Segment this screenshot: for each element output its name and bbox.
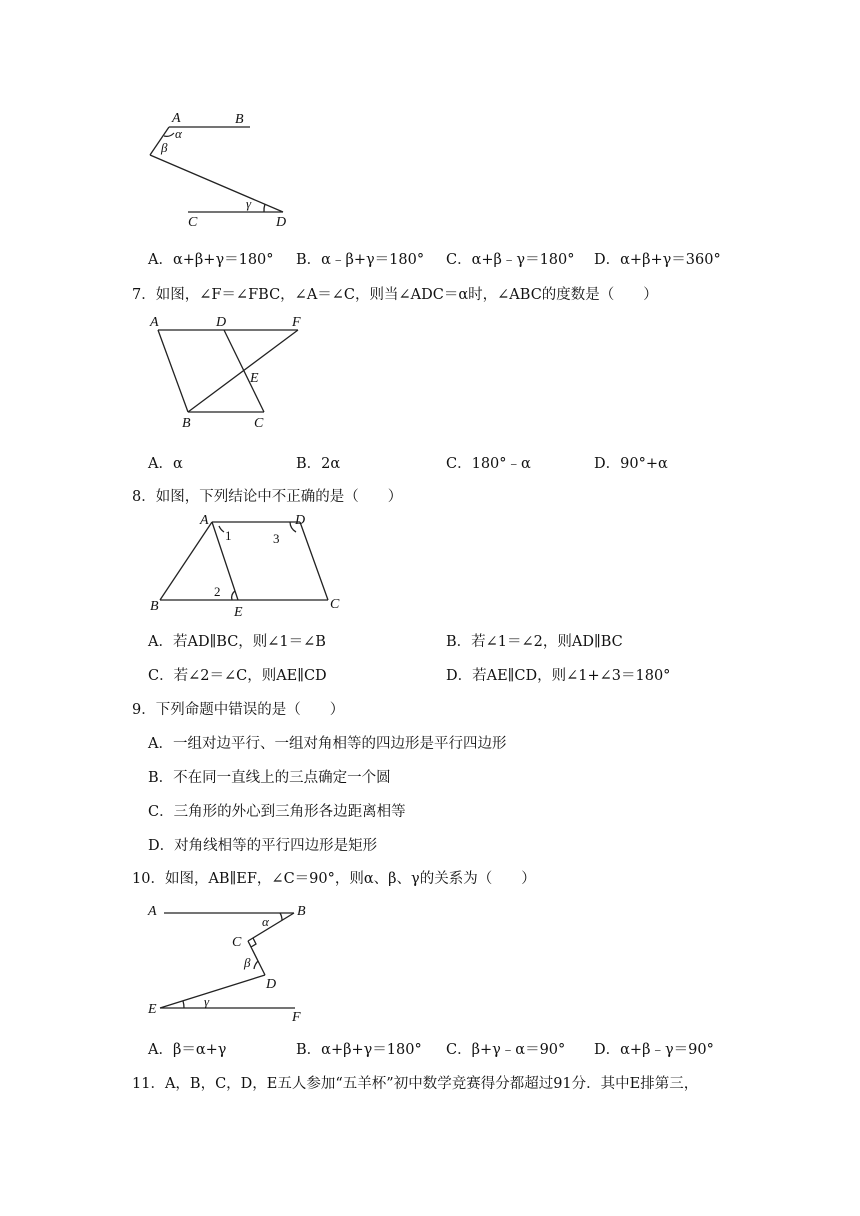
q10-option-c[interactable]: C．β+γ﹣α＝90° — [446, 1042, 566, 1058]
q7-label-e: E — [250, 371, 259, 386]
q8-figure — [140, 508, 350, 623]
q10-label-gamma: γ — [204, 994, 210, 1009]
q6-label-beta: β — [161, 140, 168, 155]
q10-stem: 10．如图，AB∥EF，∠C＝90°，则α、β、γ的关系为（ ） — [132, 871, 536, 887]
q7-stem: 7．如图，∠F＝∠FBC，∠A＝∠C，则当∠ADC＝α时，∠ABC的度数是（ ） — [132, 287, 658, 303]
q6-option-b[interactable]: B．α﹣β+γ＝180° — [296, 252, 425, 268]
q7-option-b[interactable]: B．2α — [296, 456, 341, 472]
q10-label-beta: β — [244, 955, 251, 970]
q7-label-b: B — [182, 416, 191, 431]
q9-option-b[interactable]: B．不在同一直线上的三点确定一个圆 — [148, 770, 391, 786]
q6-option-d[interactable]: D．α+β+γ＝360° — [594, 252, 721, 268]
q8-option-d[interactable]: D．若AE∥CD，则∠1+∠3＝180° — [446, 668, 671, 684]
q10-label-b: B — [297, 904, 306, 919]
q9-stem: 9．下列命题中错误的是（ ） — [132, 702, 345, 718]
q8-option-a[interactable]: A．若AD∥BC，则∠1＝∠B — [148, 634, 326, 650]
q10-figure — [140, 895, 315, 1025]
q10-label-c: C — [232, 935, 242, 950]
q7-option-d[interactable]: D．90°+α — [594, 456, 668, 472]
q8-option-c[interactable]: C．若∠2＝∠C，则AE∥CD — [148, 668, 327, 684]
q6-label-a: A — [172, 111, 181, 126]
q6-label-alpha: α — [175, 126, 182, 141]
q7-figure — [140, 312, 310, 432]
q6-label-b: B — [235, 112, 244, 127]
q10-option-b[interactable]: B．α+β+γ＝180° — [296, 1042, 422, 1058]
q6-option-c[interactable]: C．α+β﹣γ＝180° — [446, 252, 575, 268]
q9-option-d[interactable]: D．对角线相等的平行四边形是矩形 — [148, 838, 378, 854]
q6-label-d: D — [276, 215, 287, 230]
q8-option-b[interactable]: B．若∠1＝∠2，则AD∥BC — [446, 634, 623, 650]
q8-label-3: 3 — [273, 531, 280, 546]
q10-option-d[interactable]: D．α+β﹣γ＝90° — [594, 1042, 714, 1058]
q7-label-d: D — [216, 315, 227, 330]
q7-option-c[interactable]: C．180°﹣α — [446, 456, 531, 472]
q6-label-gamma: γ — [246, 196, 252, 211]
q6-label-c: C — [188, 215, 198, 230]
q6-option-a[interactable]: A．α+β+γ＝180° — [148, 252, 274, 268]
q10-label-d: D — [266, 977, 277, 992]
q9-option-c[interactable]: C．三角形的外心到三角形各边距离相等 — [148, 804, 406, 820]
q7-option-a[interactable]: A．α — [148, 456, 183, 472]
q10-label-a: A — [148, 904, 157, 919]
q10-option-a[interactable]: A．β＝α+γ — [148, 1042, 227, 1058]
q8-stem: 8．如图，下列结论中不正确的是（ ） — [132, 489, 403, 505]
q10-label-alpha: α — [262, 914, 269, 929]
q8-label-e: E — [234, 605, 243, 620]
q6-figure — [140, 108, 300, 233]
q8-label-c: C — [330, 597, 340, 612]
q7-label-a: A — [150, 315, 159, 330]
q8-label-2: 2 — [214, 584, 221, 599]
q7-label-f: F — [292, 315, 301, 330]
q11-stem: 11．A，B，C，D，E五人参加“五羊杯”初中数学竞赛得分都超过91分．其中E排第三， — [132, 1076, 699, 1092]
q9-option-a[interactable]: A．一组对边平行、一组对角相等的四边形是平行四边形 — [148, 736, 507, 752]
q8-label-d: D — [295, 513, 306, 528]
q7-label-c: C — [254, 416, 264, 431]
q8-label-1: 1 — [225, 528, 232, 543]
q8-label-a: A — [200, 513, 209, 528]
q10-label-e: E — [148, 1002, 157, 1017]
q8-label-b: B — [150, 599, 159, 614]
q10-label-f: F — [292, 1010, 301, 1025]
